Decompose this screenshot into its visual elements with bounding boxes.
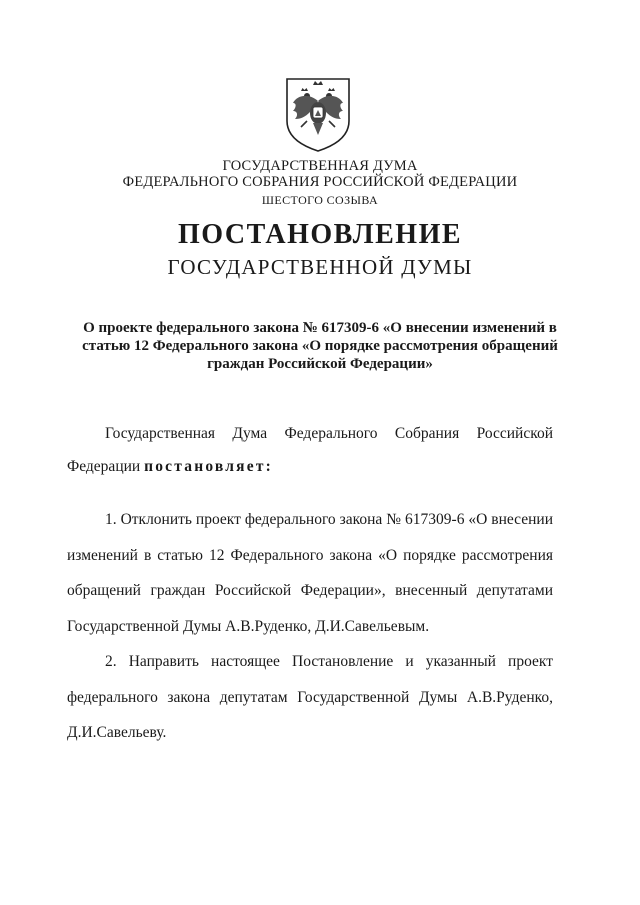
item-1-line: обращений граждан Российской Федерации», внесенный депутатами: [67, 582, 553, 599]
document-type: ПОСТАНОВЛЕНИЕ: [177, 219, 463, 250]
item-1-line: 1. Отклонить проект федерального закона № 617309-6 «О внесении: [105, 511, 553, 528]
resolves-word: постановляет:: [144, 458, 273, 475]
subject-line: О проекте федерального закона № 617309-6 «О внесении изменений в: [83, 320, 557, 336]
subject-line: граждан Российской Федерации»: [207, 356, 433, 372]
convocation: ШЕСТОГО СОЗЫВА: [261, 193, 379, 207]
item-2-line: 2. Направить настоящее Постановление и указанный проект: [105, 653, 553, 670]
organization-name: ГОСУДАРСТВЕННАЯ ДУМА: [222, 158, 418, 174]
preamble-line: Государственная Дума Федерального Собрания Российской: [105, 425, 553, 442]
preamble-line: [67, 457, 553, 477]
subject-line: статью 12 Федерального закона «О порядке рассмотрения обращений: [82, 338, 558, 354]
coat-of-arms-icon: [283, 75, 353, 153]
preamble-text: Федерации: [67, 458, 145, 475]
item-1-line: изменений в статью 12 Федерального закона «О порядке рассмотрения: [67, 547, 553, 564]
item-2-line: федерального закона депутатам Государственной Думы А.В.Руденко,: [67, 689, 553, 706]
item-2-line: Д.И.Савельеву.: [67, 724, 167, 741]
organization-subname: ФЕДЕРАЛЬНОГО СОБРАНИЯ РОССИЙСКОЙ ФЕДЕРАЦИИ: [122, 174, 518, 190]
document-issuer: ГОСУДАРСТВЕННОЙ ДУМЫ: [167, 255, 473, 279]
item-1-line: Государственной Думы А.В.Руденко, Д.И.Савельевым.: [67, 618, 430, 635]
